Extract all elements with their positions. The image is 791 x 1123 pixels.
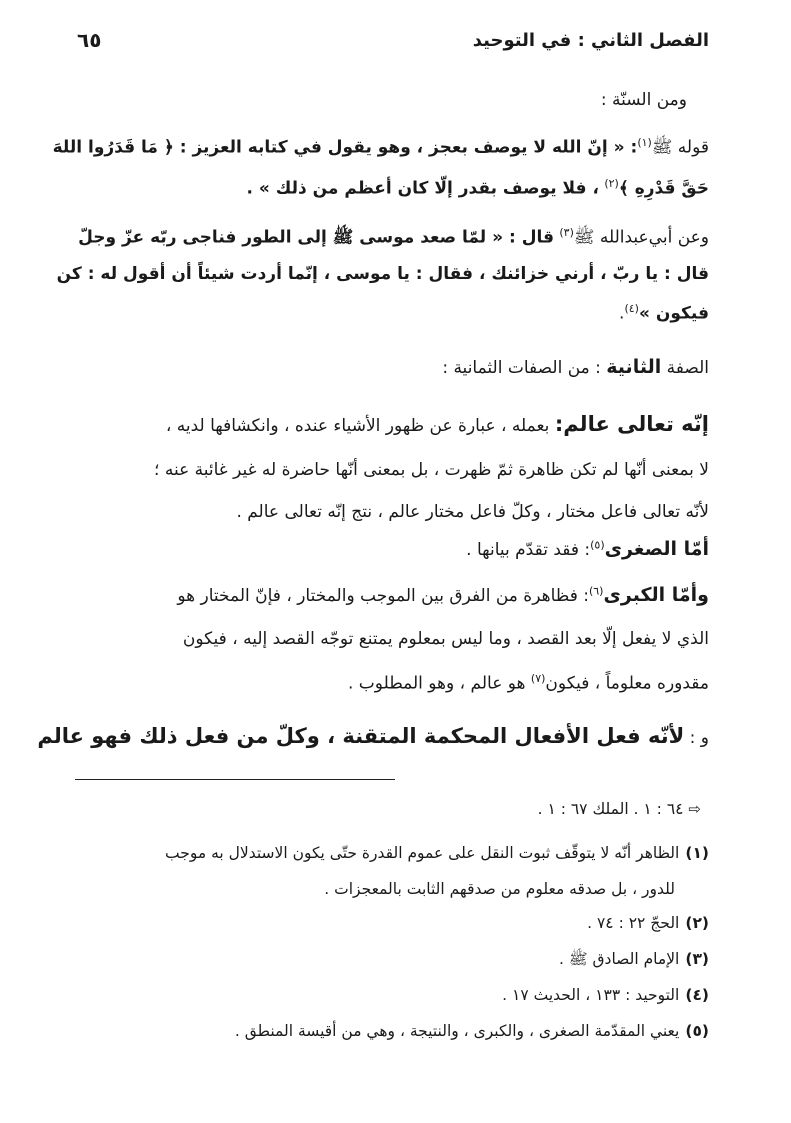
- text-run: : فظاهرة من الفرق بين الموجب والمختار ، فإنّ المختار هو: [177, 586, 589, 606]
- arrow-icon: ⇨: [688, 800, 701, 818]
- chapter-title: الفصل الثاني : في التوحيد: [472, 30, 709, 51]
- page-header: [75, 30, 709, 60]
- thesis-heading: إنّه تعالى عالم:: [554, 412, 709, 436]
- hadith-quote: : « إنّ الله لا يوصف بعجز ، وهو يقول في كتابه العزيز : ﴿ مَا قَدَرُوا اللهَ: [52, 137, 638, 158]
- text-run: بعمله ، عبارة عن ظهور الأشياء عنده ، وانكشافها لديه ،: [165, 416, 550, 436]
- text-line: [37, 724, 709, 748]
- footnote: [75, 986, 709, 1004]
- text-run: لأنّه تعالى فاعل مختار ، وكلّ فاعل مختار عالم ، نتج إنّه تعالى عالم .: [236, 502, 709, 522]
- text-run: .: [619, 303, 625, 324]
- text-run: : من الصفات الثمانية :: [442, 358, 601, 378]
- text-run: مقدوره معلوماً ، فيكون: [545, 673, 709, 694]
- text-run: : فقد تقدّم بيانها .: [466, 540, 591, 560]
- footnote-text: الظاهر أنّه لا يتوقّف ثبوت النقل على عموم القدرة حتّى يكون الاستدلال به موجب: [165, 844, 680, 862]
- section-keyword: الثانية: [606, 356, 662, 378]
- footnote-number: (٣): [685, 950, 709, 968]
- footnote-number: (٤): [685, 986, 709, 1004]
- text-run: هو عالم ، وهو المطلوب .: [347, 673, 526, 694]
- footnote-separator: [75, 779, 395, 780]
- hadith-quote: قال : يا ربّ ، أرني خزائنك ، فقال : يا موسى ، إنّما أردت شيئاً أن أقول له : كن: [56, 264, 709, 284]
- footnote: [75, 1022, 709, 1040]
- text-run: وعن أبي‌عبدالله ﷺ: [573, 227, 709, 248]
- text-line: [75, 90, 687, 110]
- text-line: [75, 502, 709, 522]
- hadith-quote: فيكون »: [638, 303, 709, 324]
- footnote-continuation: [75, 880, 675, 898]
- footnote-text: الإمام الصادق ﷺ .: [559, 950, 680, 968]
- footnote-text: يعني المقدّمة الصغرى ، والكبرى ، والنتيجة ، وهي من أقيسة المنطق .: [234, 1022, 680, 1040]
- text-run: الذي لا يفعل إلّا بعد القصد ، وما ليس بمعلوم يمتنع توجّه القصد إليه ، فيكون: [182, 629, 709, 649]
- text-run: لا بمعنى أنّها لم تكن ظاهرة ثمّ ظهرت ، بل بمعنى أنّها حاضرة له غير غائبة عنه ؛: [154, 460, 709, 480]
- text-line: [75, 226, 709, 252]
- argument-heading: لأنّه فعل الأفعال المحكمة المتقنة ، وكلّ من فعل ذلك فهو عالم: [37, 724, 685, 748]
- text-line: [56, 264, 709, 284]
- footnote-number: (٥): [685, 1022, 709, 1040]
- text-line: [75, 356, 709, 378]
- footnote-ref: (٧): [530, 672, 546, 685]
- premise-heading: أمّا الصغرى: [604, 538, 709, 560]
- book-page: [37, 0, 709, 1123]
- text-line: [75, 412, 709, 436]
- footnote-carryover: [75, 800, 703, 818]
- footnote: [75, 914, 709, 932]
- text-run: و :: [689, 728, 709, 748]
- quran-quote: حَقَّ قَدْرِهِ ﴾: [618, 178, 709, 199]
- text-line: [75, 672, 709, 694]
- hadith-quote: قال : « لمّا صعد موسى ﷺ إلى الطور فناجى ربّه عزّ وجلّ: [78, 227, 554, 248]
- footnote-ref: (٢): [604, 177, 619, 190]
- premise-heading: وأمّا الكبرى: [603, 584, 709, 606]
- text-run: قوله ﷺ: [651, 137, 709, 158]
- footnote-ref: (٦): [588, 584, 604, 598]
- text-line: [75, 584, 709, 606]
- text-run: الصفة: [666, 358, 709, 378]
- footnote-number: (١): [685, 844, 709, 862]
- paragraph-heading: ومن السنّة :: [600, 90, 687, 110]
- footnote-ref: (٤): [624, 302, 639, 315]
- footnote-text: الحجّ ٢٢ : ٧٤ .: [587, 914, 680, 932]
- page-number: ٦٥: [77, 28, 102, 52]
- footnote-ref: (٥): [590, 538, 605, 552]
- text-line: [75, 302, 709, 324]
- hadith-quote: ، فلا يوصف بقدر إلّا كان أعظم من ذلك » .: [246, 178, 599, 199]
- footnote: [75, 844, 709, 862]
- footnote: [75, 949, 709, 972]
- text-line: [52, 136, 709, 162]
- footnote-text: ٦٤ : ١ . الملك ٦٧ : ١ .: [537, 800, 684, 818]
- footnote-number: (٢): [685, 914, 709, 932]
- text-line: [75, 177, 709, 199]
- text-line: [75, 629, 709, 649]
- footnote-ref: (٣): [559, 226, 574, 239]
- text-line: [75, 538, 709, 560]
- footnote-text: للدور ، بل صدقه معلوم من صدقهم الثابت بالمعجزات .: [324, 880, 675, 898]
- text-line: [75, 460, 709, 480]
- footnote-text: التوحيد : ١٣٣ ، الحديث ١٧ .: [502, 986, 680, 1004]
- footnote-ref: (١): [637, 136, 652, 149]
